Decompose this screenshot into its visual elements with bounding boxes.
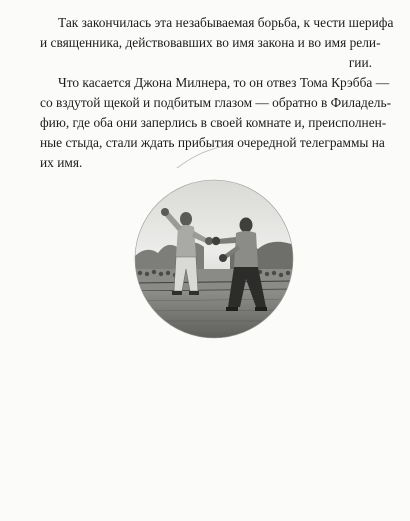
- text-line: Так закончилась эта незабываемая борьба, к чести шерифа: [58, 15, 394, 30]
- text-line: и священника, действовавших во имя закона и во имя рели-: [40, 35, 381, 50]
- text-line: со вздутой щекой и подбитым глазом — обратно в Филадель-: [40, 95, 392, 110]
- text-line: ные стыда, стали ждать прибытия очередной телеграммы на: [40, 135, 385, 150]
- text-line: Что касается Джона Милнера, то он отвез Тома Крэбба —: [58, 75, 390, 90]
- text-line: фию, где оба они заперлись в своей комнате и, преисполнен-: [40, 115, 387, 130]
- text-line: их имя.: [40, 155, 83, 170]
- pencil-mark: [175, 142, 235, 172]
- text-line: гии.: [348, 55, 372, 70]
- boxing-match-engraving-icon: [134, 179, 294, 339]
